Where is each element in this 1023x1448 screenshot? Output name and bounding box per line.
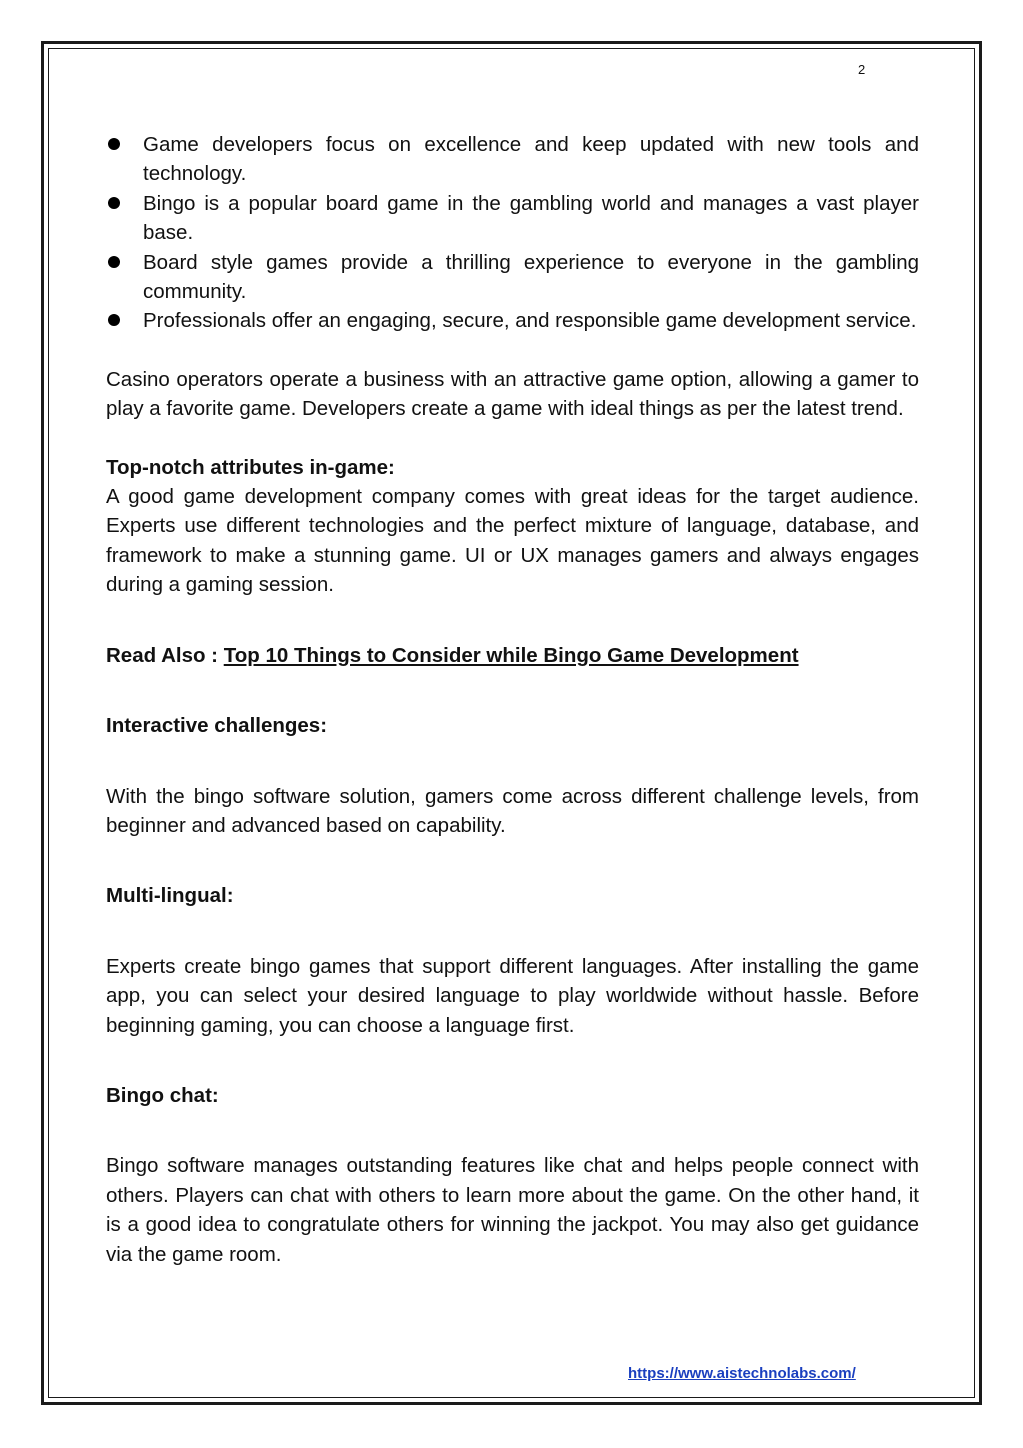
bullet-item	[106, 248, 919, 307]
bullet-text: Board style games provide a thrilling experience to everyone in the gambling community.	[143, 250, 919, 304]
document-body	[106, 130, 919, 1269]
intro-paragraph: Casino operators operate a business with an attractive game option, allowing a gamer to play a favorite game. Developers create a game with ideal things as per the latest trend.	[106, 367, 919, 421]
bullet-icon	[108, 138, 120, 150]
interactive-heading: Interactive challenges:	[106, 714, 328, 738]
bullet-icon	[108, 197, 120, 209]
read-also-label: Read Also :	[106, 643, 224, 667]
page-number: 2	[858, 62, 866, 77]
bullet-item	[106, 189, 919, 248]
multilingual-body: Experts create bingo games that support different languages. After installing the game app, you can select your desired language to play worldwide without hassle. Before beginning gaming, you can choose a language first.	[106, 954, 919, 1037]
bullet-list	[106, 130, 919, 336]
chat-heading: Bingo chat:	[106, 1083, 219, 1107]
bullet-text: Game developers focus on excellence and keep updated with new tools and technology.	[143, 133, 919, 186]
bullet-icon	[108, 256, 120, 268]
read-also-line	[106, 641, 919, 670]
top-notch-heading: Top-notch attributes in-game:	[106, 455, 395, 479]
multilingual-heading: Multi-lingual:	[106, 884, 234, 908]
bullet-text: Professionals offer an engaging, secure, and responsible game development service.	[143, 309, 917, 333]
bullet-icon	[108, 314, 120, 326]
interactive-body: With the bingo software solution, gamers come across different challenge levels, from beginner and advanced based on capability.	[106, 784, 919, 837]
read-also-link[interactable]: Top 10 Things to Consider while Bingo Game Development	[223, 643, 799, 667]
chat-body: Bingo software manages outstanding features like chat and helps people connect with others. Players can chat with others to learn more about the game. On the other hand, it is a good idea to congratulate others for winning the jackpot. You may also get guidance via the game room.	[106, 1154, 919, 1266]
footer-website-link[interactable]: https://www.aistechnolabs.com/	[628, 1365, 856, 1382]
bullet-item	[106, 306, 919, 335]
bullet-text: Bingo is a popular board game in the gambling world and manages a vast player base.	[143, 191, 919, 245]
bullet-item	[106, 130, 919, 189]
top-notch-body: A good game development company comes with great ideas for the target audience. Experts use different technologies and the perfect mixture of language, database, and framework to make a stunning game. UI or UX manages gamers and always engages during a gaming session.	[106, 485, 919, 597]
